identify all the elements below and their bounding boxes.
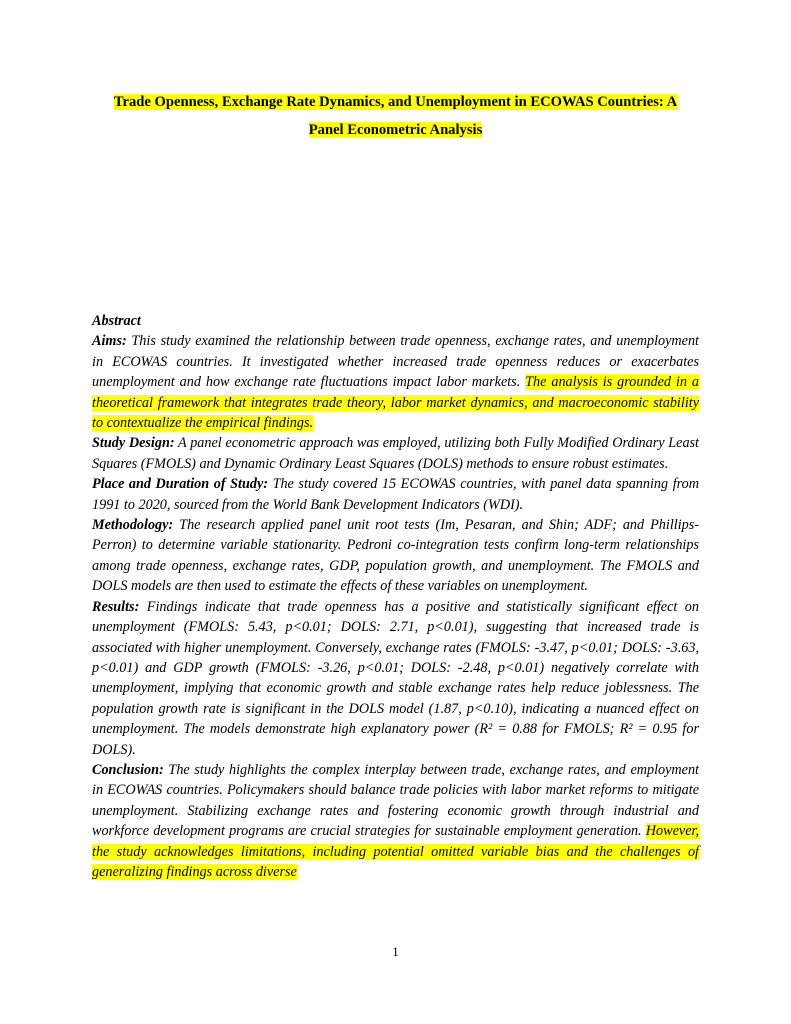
aims-highlight: The analysis is grounded in a theoretical framework that integrates trade theory, labor market dynamics, and macroeconomic stability to contextualize the empirical findings.: [92, 374, 699, 432]
study-design-text: A panel econometric approach was employed, utilizing both Fully Modified Ordinary Least Squares (FMOLS) and Dynamic Ordinary Least Squares (DOLS) methods to ensure robust estimates.: [92, 435, 700, 472]
abstract-section: [92, 311, 699, 882]
aims-text: This study examined the relationship between trade openness, exchange rates, and unemployment in ECOWAS countries. It investigated whether increased trade openness reduces or exacerbates unemployment and how exchange rate fluctuations impact labor markets.: [92, 333, 699, 391]
methodology-label: Methodology:: [92, 517, 174, 534]
methodology-paragraph: [92, 515, 699, 597]
results-text: Findings indicate that trade openness has a positive and statistically significant effect on unemployment (FMOLS: 5.43, p<0.01; DOLS: 2.71, p<0.01), suggesting that increased trade is associated with higher unemployment. Conversely, exchange rates (FMOLS: -3.47, p<0.01; DOLS: -3.63, p<0.01) and GDP growth (FMOLS: -3.26, p<0.01; DOLS: -2.48, p<0.01) negatively correlate with unemployment, implying that economic growth and stable exchange rates help reduce joblessness. The population growth rate is significant in the DOLS model (1.87, p<0.10), indicating a nuanced effect on unemployment. The models demonstrate high explanatory power (R² = 0.88 for FMOLS; R² = 0.95 for DOLS).: [92, 598, 699, 758]
title-line-2: Panel Econometric Analysis: [308, 122, 483, 138]
aims-paragraph: [92, 331, 699, 433]
place-paragraph: [92, 474, 699, 515]
results-label: Results:: [92, 598, 140, 615]
conclusion-text: The study highlights the complex interplay between trade, exchange rates, and employment in ECOWAS countries. Policymakers should balance trade policies with labor market reforms to mitigate unemployment. Stabilizing exchange rates and fostering economic growth through industrial and workforce development programs are crucial strategies for sustainable employment generation.: [92, 761, 699, 840]
title-line-1: Trade Openness, Exchange Rate Dynamics, and Unemployment in ECOWAS Countries: A: [113, 94, 678, 110]
study-design-paragraph: [92, 433, 699, 474]
conclusion-paragraph: [92, 760, 699, 882]
place-text: The study covered 15 ECOWAS countries, with panel data spanning from 1991 to 2020, sourced from the World Bank Development Indicators (WDI).: [92, 476, 699, 513]
page-number: 1: [392, 945, 399, 959]
place-label: Place and Duration of Study:: [92, 476, 268, 493]
conclusion-highlight: However, the study acknowledges limitations, including potential omitted variable bias and the challenges of generalizing findings across diverse: [92, 823, 699, 880]
aims-label: Aims:: [92, 333, 127, 350]
study-design-label: Study Design:: [92, 435, 175, 452]
conclusion-label: Conclusion:: [92, 761, 164, 778]
results-paragraph: [92, 597, 699, 760]
methodology-text: The research applied panel unit root tests (Im, Pesaran, and Shin; ADF; and Phillips-Perron) to determine variable stationarity. Pedroni co-integration tests confirm long-term relationships among trade openness, exchange rates, GDP, population growth, and unemployment. The FMOLS and DOLS models are then used to estimate the effects of these variables on unemployment.: [92, 517, 699, 595]
abstract-heading: Abstract: [92, 313, 141, 329]
paper-title: [60, 88, 731, 144]
